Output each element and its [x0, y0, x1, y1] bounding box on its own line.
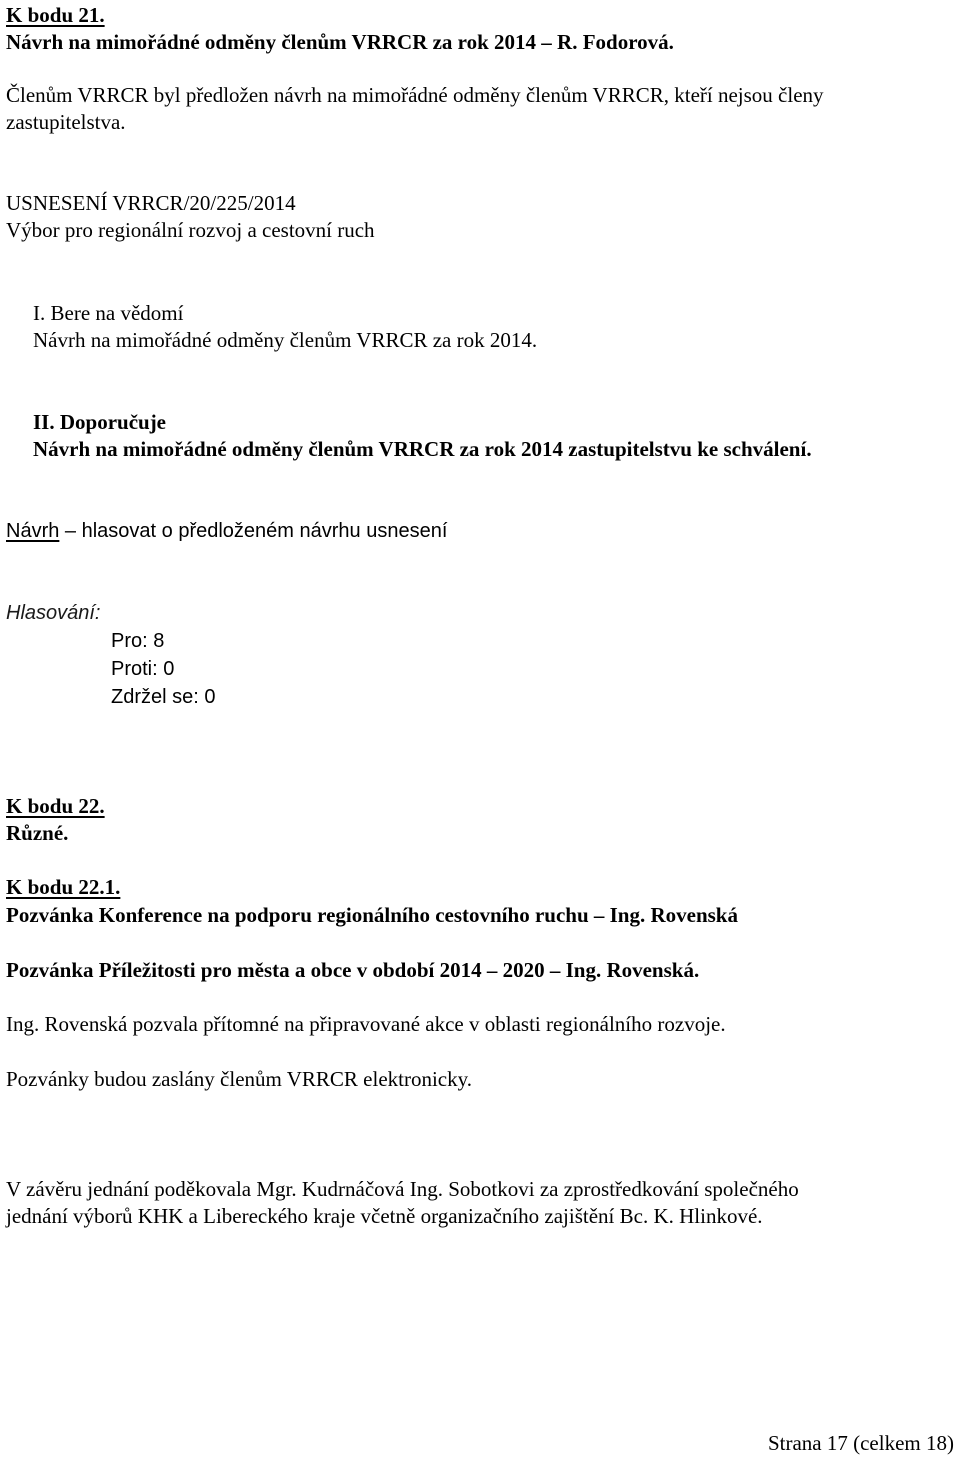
- proposal-label: Návrh: [6, 520, 60, 542]
- item22-title: Různé.: [6, 821, 69, 845]
- item21-title: Návrh na mimořádné odměny členům VRRCR za rok 2014 – R. Fodorová.: [6, 30, 674, 54]
- proposal-text: – hlasovat o předloženém návrhu usnesení: [64, 520, 448, 542]
- closing-line1: V závěru jednání poděkovala Mgr. Kudrnáčová Ing. Sobotkovi za zprostředkování společného: [6, 1177, 799, 1201]
- point2-text: Návrh na mimořádné odměny členům VRRCR za rok 2014 zastupitelstvu ke schválení.: [33, 437, 812, 461]
- item21-heading: K bodu 21.: [6, 3, 105, 27]
- item22-text2: Pozvánky budou zaslány členům VRRCR elektronicky.: [6, 1067, 473, 1091]
- resolution-number: USNESENÍ VRRCR/20/225/2014: [6, 191, 296, 215]
- item22-heading: K bodu 22.: [6, 794, 105, 818]
- page-number: Strana 17 (celkem 18): [767, 1431, 954, 1455]
- item21-text-line2: zastupitelstva.: [6, 110, 126, 134]
- vote-abstain: Zdržel se: 0: [111, 686, 216, 708]
- item21-text-line1: Členům VRRCR byl předložen návrh na mimořádné odměny členům VRRCR, kteří nejsou členy: [6, 83, 824, 107]
- vote-for: Pro: 8: [111, 630, 165, 652]
- voting-label: Hlasování:: [6, 602, 101, 624]
- invite2: Pozvánka Příležitosti pro města a obce v období 2014 – 2020 – Ing. Rovenská.: [6, 958, 700, 982]
- proposal-line: [6, 518, 447, 545]
- item22-text1: Ing. Rovenská pozvala přítomné na připravované akce v oblasti regionálního rozvoje.: [6, 1012, 726, 1036]
- point1-text: Návrh na mimořádné odměny členům VRRCR za rok 2014.: [33, 328, 538, 352]
- point1-heading: I. Bere na vědomí: [33, 301, 184, 325]
- item22-1-heading: K bodu 22.1.: [6, 875, 121, 899]
- vote-against: Proti: 0: [111, 658, 175, 680]
- point2-heading: II. Doporučuje: [33, 410, 167, 434]
- invite1: Pozvánka Konference na podporu regionálního cestovního ruchu – Ing. Rovenská: [6, 903, 738, 927]
- closing-line2: jednání výborů KHK a Libereckého kraje včetně organizačního zajištění Bc. K. Hlinkové.: [6, 1204, 763, 1228]
- committee-name: Výbor pro regionální rozvoj a cestovní ruch: [6, 218, 375, 242]
